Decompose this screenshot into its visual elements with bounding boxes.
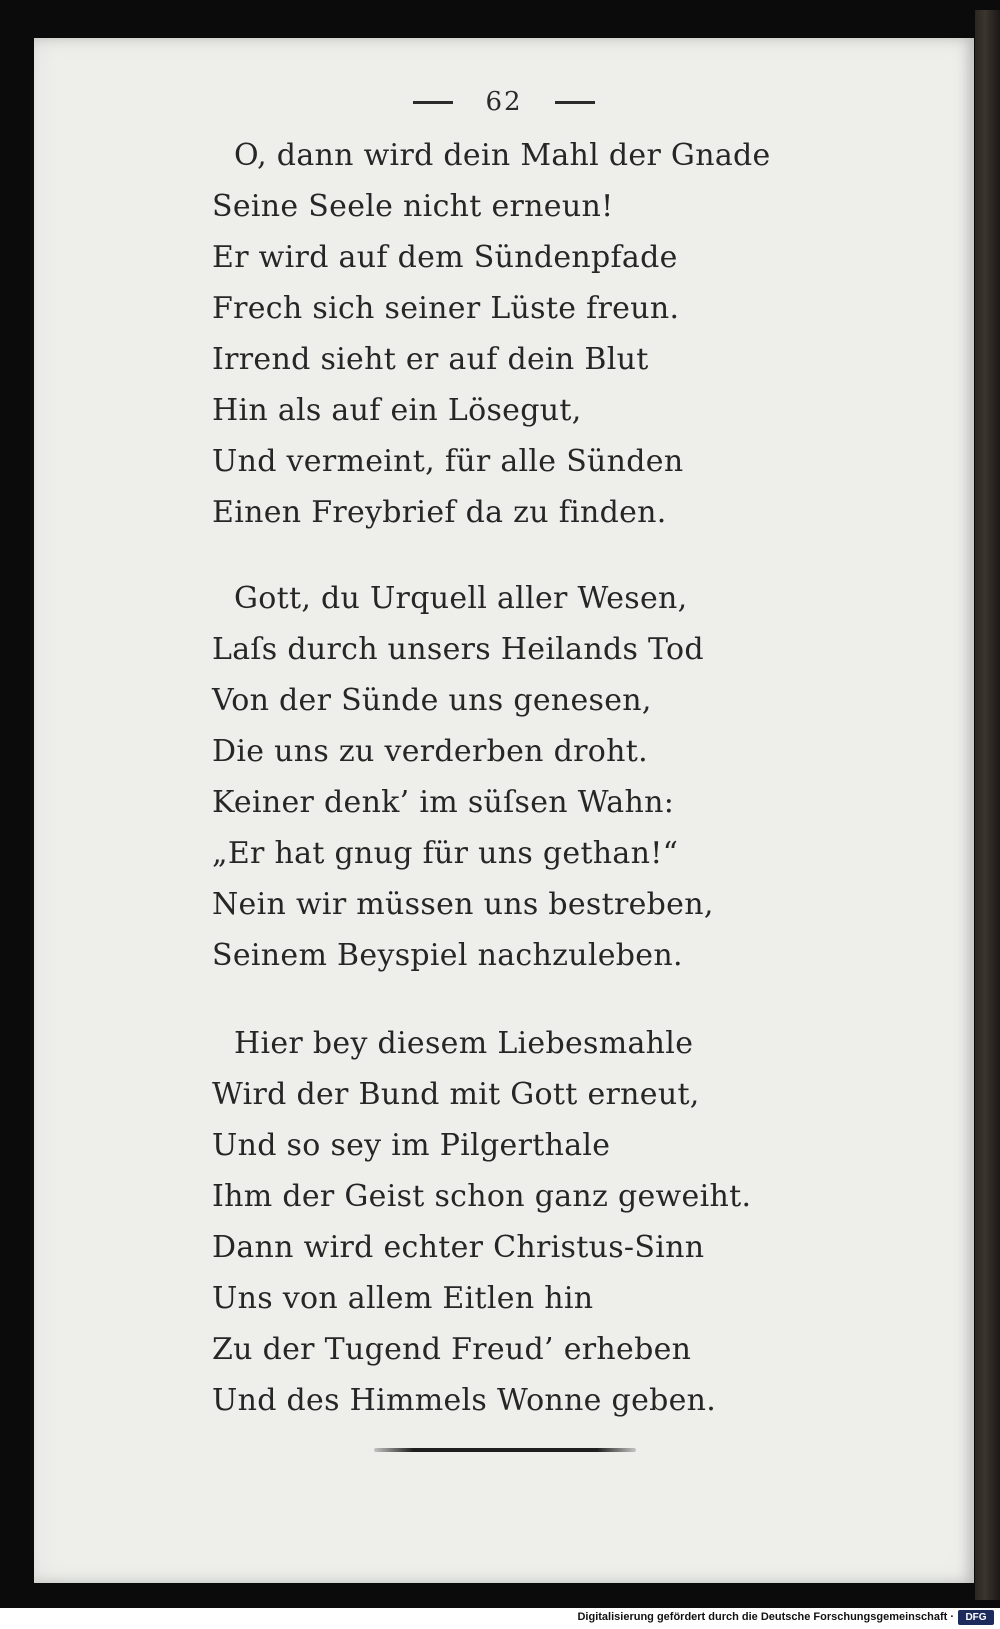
poem-line: Hier bey diesem Liebesmahle — [234, 1026, 694, 1061]
poem-line: Keiner denk’ im süſsen Wahn: — [212, 785, 675, 820]
book-page — [34, 38, 974, 1583]
poem-line: Laſs durch unsers Heilands Tod — [212, 632, 704, 667]
end-ornament-rule — [374, 1448, 636, 1452]
header-dash-left — [413, 101, 453, 104]
poem-line: O, dann wird dein Mahl der Gnade — [234, 138, 771, 173]
poem-line: Wird der Bund mit Gott erneut, — [212, 1077, 700, 1112]
stanza-1 — [212, 130, 772, 538]
poem-line: „Er hat gnug für uns gethan!“ — [212, 836, 679, 871]
poem-line: Ihm der Geist schon ganz geweiht. — [212, 1179, 752, 1214]
poem-line: Dann wird echter Christus-Sinn — [212, 1230, 705, 1265]
poem-line: Und vermeint, für alle Sünden — [212, 444, 684, 479]
funding-credit: Digitalisierung gefördert durch die Deutsche Forschungsgemeinschaft · — [577, 1611, 954, 1623]
book-edge — [975, 10, 1000, 1600]
dfg-logo: DFG — [958, 1610, 994, 1625]
footer — [0, 1608, 1000, 1629]
poem-line: Und des Himmels Wonne geben. — [212, 1383, 717, 1418]
page-header — [34, 86, 974, 117]
header-dash-right — [555, 101, 595, 104]
stanza-2 — [212, 573, 772, 981]
poem-line: Und so sey im Pilgerthale — [212, 1128, 611, 1163]
page-number: 62 — [485, 87, 523, 117]
poem-line: Von der Sünde uns genesen, — [212, 683, 652, 718]
poem-line: Zu der Tugend Freud’ erheben — [212, 1332, 692, 1367]
poem-line: Uns von allem Eitlen hin — [212, 1281, 594, 1316]
poem-line: Seine Seele nicht erneun! — [212, 189, 614, 224]
poem-line: Seinem Beyspiel nachzuleben. — [212, 938, 683, 973]
poem-line: Die uns zu verderben droht. — [212, 734, 648, 769]
poem-line: Frech sich seiner Lüste freun. — [212, 291, 680, 326]
poem-line: Gott, du Urquell aller Wesen, — [234, 581, 688, 616]
stanza-3 — [212, 1018, 772, 1426]
poem-line: Er wird auf dem Sündenpfade — [212, 240, 678, 275]
poem-line: Nein wir müssen uns bestreben, — [212, 887, 714, 922]
poem-line: Einen Freybrief da zu finden. — [212, 495, 667, 530]
poem-line: Irrend sieht er auf dein Blut — [212, 342, 649, 377]
poem-line: Hin als auf ein Lösegut, — [212, 393, 582, 428]
